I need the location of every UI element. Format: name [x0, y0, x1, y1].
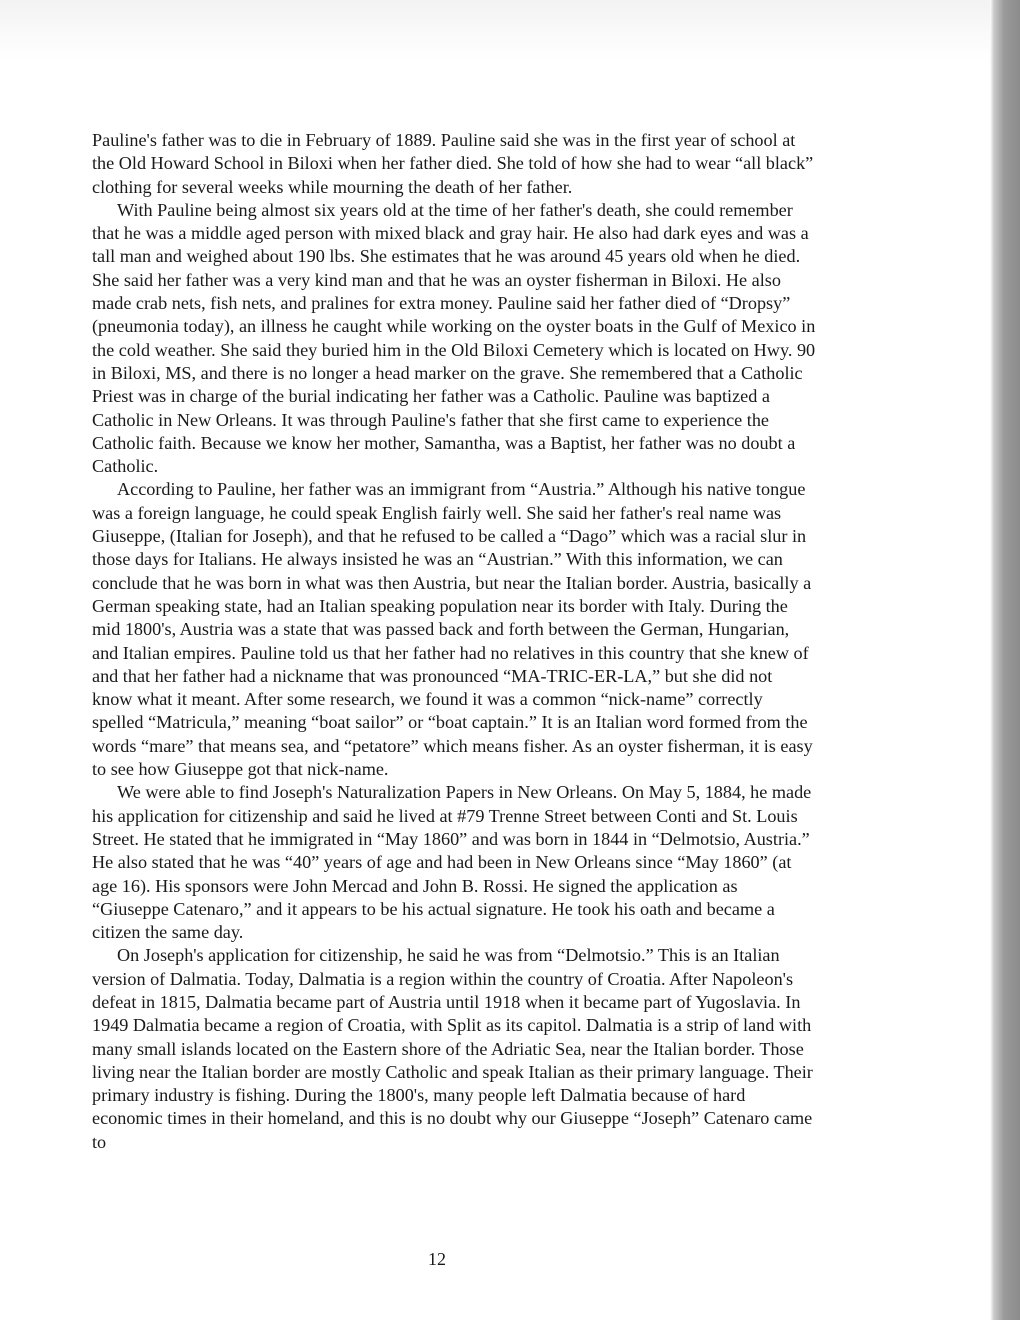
scan-top-shade: [0, 0, 1020, 60]
scan-page-edge: [990, 0, 1020, 1320]
paragraph-naturalization: We were able to find Joseph's Naturalization Papers in New Orleans. On May 5, 1884, he made his application for citizenship and said he lived at #79 Trenne Street between Conti and St. Louis Street. He stated that he immigrated in “May 1860” and was born in 1844 in “Delmotsio, Austria.” He also stated that he was “40” years of age and had been in New Orleans since “May 1860” (at age 16). His sponsors were John Mercad and John B. Rossi. He signed the application as “Giuseppe Catenaro,” and it appears to be his actual signature. He took his oath and became a citizen the same day.: [92, 782, 812, 943]
document-body: [92, 129, 817, 1154]
paragraph-dalmatia: On Joseph's application for citizenship, he said he was from “Delmotsio.” This is an Italian version of Dalmatia. Today, Dalmatia is a region within the country of Croatia. After Napoleon's defeat in 1815, Dalmatia became part of Austria until 1918 when it became part of Yugoslavia. In 1949 Dalmatia became a region of Croatia, with Split as its capitol. Dalmatia is a strip of land with many small islands located on the Eastern shore of the Adriatic Sea, near the Italian border. Those living near the Italian border are mostly Catholic and speak Italian as their primary language. Their primary industry is fishing. During the 1800's, many people left Dalmatia because of hard economic times in their homeland, and this is no doubt why our Giuseppe “Joseph” Catenaro came to: [92, 945, 813, 1152]
paragraph-austria-origin: According to Pauline, her father was an immigrant from “Austria.” Although his native tongue was a foreign language, he could speak English fairly well. She said her father's real name was Giuseppe, (Italian for Joseph), and that he refused to be called a “Dago” which was a racial slur in those days for Italians. He always insisted he was an “Austrian.” With this information, we can conclude that he was born in what was then Austria, but near the Italian border. Austria, basically a German speaking state, had an Italian speaking population near its border with Italy. During the mid 1800's, Austria was a state that was passed back and forth between the German, Hungarian, and Italian empires. Pauline told us that her father had no relatives in this country that she knew of and that her father had a nickname that was pronounced “MA-TRIC-ER-LA,” but she did not know what it meant. After some research, we found it was a common “nick-name” correctly spelled “Matricula,” meaning “boat sailor” or “boat captain.” It is an Italian word formed from the words “mare” that means sea, and “petatore” which means fisher. As an oyster fisherman, it is easy to see how Giuseppe got that nick-name.: [92, 479, 813, 780]
paragraph-father-death: Pauline's father was to die in February of 1889. Pauline said she was in the first year of school at the Old Howard School in Biloxi when her father died. She told of how she had to wear “all black” clothing for several weeks while mourning the death of her father.: [92, 130, 814, 197]
page-number: 12: [428, 1249, 446, 1269]
paragraph-father-description: With Pauline being almost six years old at the time of her father's death, she could remember that he was a middle aged person with mixed black and gray hair. He also had dark eyes and was a tall man and weighed about 190 lbs. She estimates that he was around 45 years old when he died. She said her father was a very kind man and that he was an oyster fisherman in Biloxi. He also made crab nets, fish nets, and pralines for extra money. Pauline said her father died of “Dropsy” (pneumonia today), an illness he caught while working on the oyster boats in the Gulf of Mexico in the cold weather. She said they buried him in the Old Biloxi Cemetery which is located on Hwy. 90 in Biloxi, MS, and there is no longer a head marker on the grave. She remembered that a Catholic Priest was in charge of the burial indicating her father was a Catholic. Pauline was baptized a Catholic in New Orleans. It was through Pauline's father that she first came to experience the Catholic faith. Because we know her mother, Samantha, was a Baptist, her father was no doubt a Catholic.: [92, 199, 816, 477]
